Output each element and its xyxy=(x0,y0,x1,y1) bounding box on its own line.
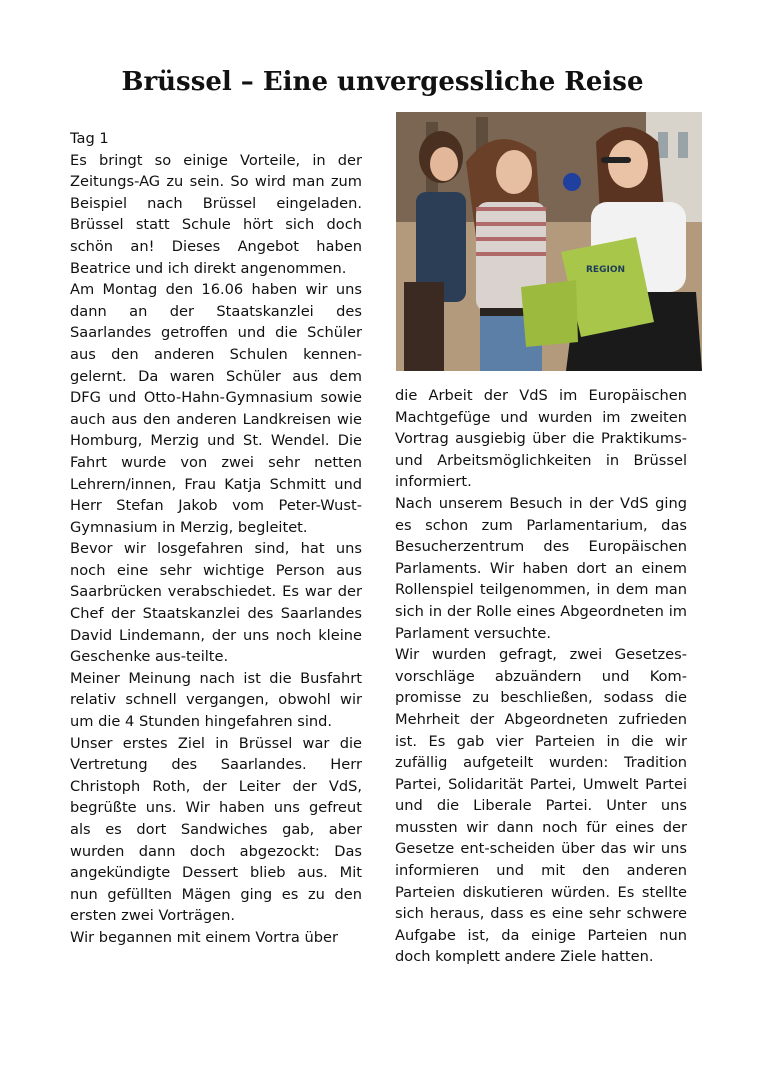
paragraph: Nach unserem Besuch in der VdS ging es schon zum Parlamentarium, das Besucherzentrum des Europäischen Parlaments. Wir haben dort an einem Rollenspiel teilgenommen, in dem man sich in der Rolle eines Abgeordneten im Parlament versuchte. xyxy=(395,494,687,642)
paragraph: die Arbeit der VdS im Europäischen Machtgefüge und wurden im zweiten Vortrag ausgiebig über die Praktikums- und Arbeitsmöglichkeiten in Brüssel informiert. xyxy=(395,387,687,491)
paragraph: Wir wurden gefragt, zwei Gesetzesvorschläge abzuändern und Kompromisse zu beschließen, sodass die Mehrheit der Abgeordneten zufrieden ist. Es gab vier Parteien in die wir zufällig aufgeteilt wurden: Tradition Partei, Solidarität Partei, Umwelt Partei und die Liberale Partei. Unter uns mussten wir dann noch für eines der Gesetze ent-scheiden über das wir uns informieren und mit den anderen Parteien diskutieren würden. Es stellte sich heraus, dass es eine sehr schwere Aufgabe ist, da einige Parteien nun doch komplett andere Ziele hatten. xyxy=(395,646,687,966)
bag-label: REGION xyxy=(586,265,625,275)
paragraph: Unser erstes Ziel in Brüssel war die Vertretung des Saarlandes. Herr Christoph Roth, der Leiter der VdS, begrüßte uns. Wir haben uns gefreut als es dort Sandwiches gab, aber wurden dann doch abgezockt: Das angekündigte Dessert blieb aus. Mit nun gefüllten Mägen ging es zu den ersten zwei Vorträgen. xyxy=(70,734,362,925)
article-photo xyxy=(396,112,702,371)
day-heading: Tag 1 xyxy=(70,130,109,147)
paragraph: Wir begannen mit einem Vortra über xyxy=(70,928,338,946)
paragraph: Meiner Meinung nach ist die Busfahrt relativ schnell vergangen, obwohl wir um die 4 Stunden hingefahren sind. xyxy=(70,669,362,731)
paragraph: Am Montag den 16.06 haben wir uns dann an der Staatskanzlei des Saarlandes getroffen und die Schüler aus den anderen Schulen kennengelernt. Da waren Schüler aus dem DFG und Otto-Hahn-Gymnasium sowie auch aus den anderen Landkreisen wie Homburg, Merzig und St. Wendel. Die Fahrt wurde von zwei sehr netten Lehrern/innen, Frau Katja Schmitt und Herr Stefan Jakob vom Peter-Wust-Gymnasium in Merzig, begleitet. xyxy=(70,281,362,536)
left-column xyxy=(70,128,362,949)
photo-illustration xyxy=(396,112,702,371)
paragraph: Bevor wir losgefahren sind, hat uns noch eine sehr wichtige Person aus Saarbrücken verabschiedet. Es war der Chef der Staatskanzlei des Saarlandes David Lindemann, der uns noch kleine Geschenke aus-teilte. xyxy=(70,540,362,666)
article-title: Brüssel – Eine unvergessliche Reise xyxy=(121,67,644,97)
right-column xyxy=(395,385,687,968)
paragraph: Es bringt so einige Vorteile, in der Zeitungs-AG zu sein. So wird man zum Beispiel nach Brüssel eingeladen. Brüssel statt Schule hört sich doch schön an! Dieses Angebot haben Beatrice und ich direkt angenommen. xyxy=(70,151,362,277)
